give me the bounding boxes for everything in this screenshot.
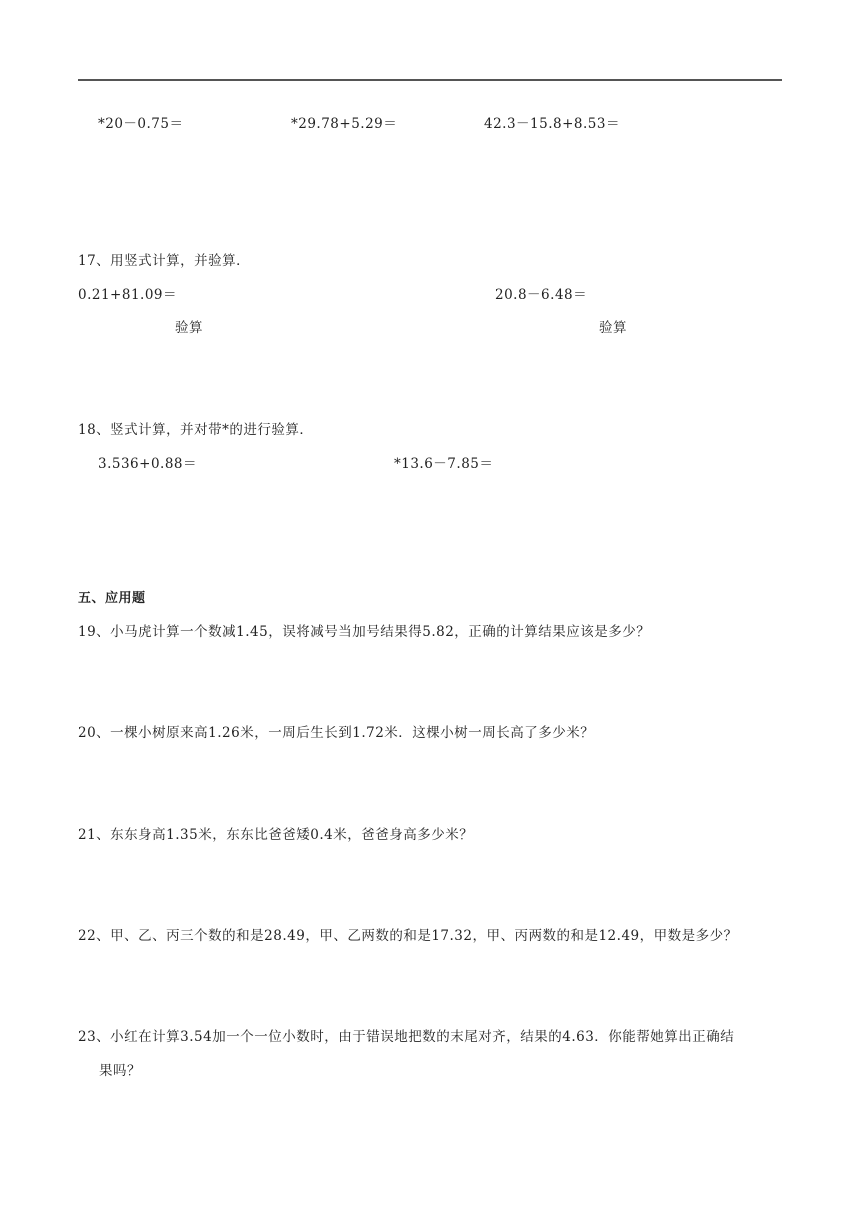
problem-17b: 20.8－6.48＝ — [495, 287, 588, 303]
problem-16b: *29.78+5.29＝ — [291, 116, 398, 132]
question-20: 20、一棵小树原来高1.26米，一周后生长到1.72米．这棵小树一周长高了多少米？ — [78, 725, 595, 741]
question-21: 21、东东身高1.35米，东东比爸爸矮0.4米，爸爸身高多少米？ — [78, 827, 474, 843]
section-heading: 五、应用题 — [78, 591, 146, 606]
question-23-line1: 23、小红在计算3.54加一个一位小数时，由于错误地把数的末尾对齐，结果的4.63．你能帮她算出正确结 — [78, 1029, 735, 1045]
problem-17a: 0.21+81.09＝ — [78, 287, 178, 303]
problem-16c: 42.3－15.8+8.53＝ — [484, 116, 620, 132]
question-22: 22、甲、乙、丙三个数的和是28.49，甲、乙两数的和是17.32，甲、丙两数的和是12.49，甲数是多少？ — [78, 928, 738, 944]
check-label-left: 验算 — [175, 320, 203, 336]
question-19: 19、小马虎计算一个数减1.45，误将减号当加号结果得5.82，正确的计算结果应该是多少？ — [78, 624, 651, 640]
question-23-line2: 果吗？ — [99, 1063, 141, 1079]
problem-16a: *20－0.75＝ — [98, 116, 184, 132]
question-17-title: 17、用竖式计算，并验算． — [78, 253, 251, 269]
header-rule — [78, 79, 782, 81]
problem-18b: *13.6－7.85＝ — [394, 456, 494, 472]
question-18-title: 18、竖式计算，并对带*的进行验算． — [78, 422, 314, 438]
problem-18a: 3.536+0.88＝ — [98, 456, 198, 472]
check-label-right: 验算 — [599, 320, 627, 336]
